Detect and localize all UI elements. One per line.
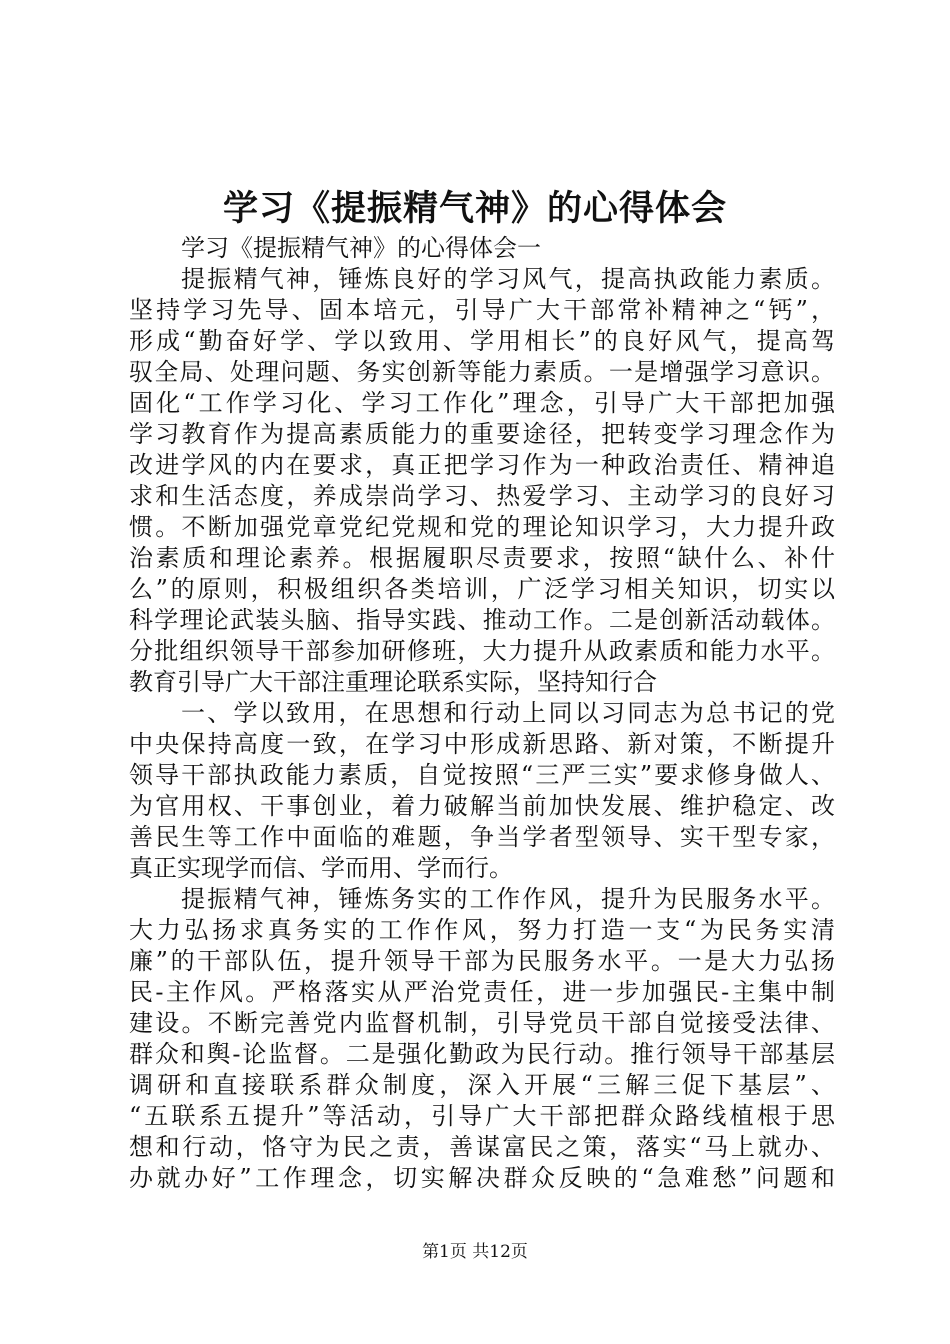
text-line: 想和行动，恪守为民之责，善谋富民之策，落实“马上就办、 <box>129 1133 835 1161</box>
text-line: 学习《提振精气神》的心得体会一 <box>181 234 541 262</box>
text-line: 学习教育作为提高素质能力的重要途径，把转变学习理念作为 <box>129 420 835 448</box>
text-line: 提振精气神，锤炼良好的学习风气，提高执政能力素质。 <box>181 265 835 293</box>
text-line: 分批组织领导干部参加研修班，大力提升从政素质和能力水平。 <box>129 637 835 665</box>
text-line: 群众和舆-论监督。二是强化勤政为民行动。推行领导干部基层 <box>129 1040 835 1068</box>
text-line: 治素质和理论素养。根据履职尽责要求，按照“缺什么、补什 <box>129 544 835 572</box>
text-line: 大力弘扬求真务实的工作作风，努力打造一支“为民务实清 <box>129 916 835 944</box>
text-line: 么”的原则，积极组织各类培训，广泛学习相关知识，切实以 <box>129 575 835 603</box>
text-line: 科学理论武装头脑、指导实践、推动工作。二是创新活动载体。 <box>129 606 835 634</box>
text-line: 中央保持高度一致，在学习中形成新思路、新对策，不断提升 <box>129 730 835 758</box>
text-line: 一、学以致用，在思想和行动上同以习同志为总书记的党 <box>181 699 835 727</box>
text-line: 善民生等工作中面临的难题，争当学者型领导、实干型专家， <box>129 823 835 851</box>
text-line: 提振精气神，锤炼务实的工作作风，提升为民服务水平。 <box>181 885 835 913</box>
text-line: 领导干部执政能力素质，自觉按照“三严三实”要求修身做人、 <box>129 761 835 789</box>
text-line: 为官用权、干事创业，着力破解当前加快发展、维护稳定、改 <box>129 792 835 820</box>
text-line: 廉”的干部队伍，提升领导干部为民服务水平。一是大力弘扬 <box>129 947 835 975</box>
text-line: 改进学风的内在要求，真正把学习作为一种政治责任、精神追 <box>129 451 835 479</box>
text-line: 真正实现学而信、学而用、学而行。 <box>129 854 513 882</box>
text-line: 调研和直接联系群众制度，深入开展“三解三促下基层”、 <box>129 1071 835 1099</box>
page-footer: 第1页 共12页 <box>422 1242 528 1262</box>
text-line: 坚持学习先导、固本培元，引导广大干部常补精神之“钙”， <box>129 296 835 324</box>
text-line: 民-主作风。严格落实从严治党责任，进一步加强民-主集中制 <box>129 978 835 1006</box>
text-line: “五联系五提升”等活动，引导广大干部把群众路线植根于思 <box>129 1102 835 1130</box>
text-line: 驭全局、处理问题、务实创新等能力素质。一是增强学习意识。 <box>129 358 835 386</box>
text-line: 惯。不断加强党章党纪党规和党的理论知识学习，大力提升政 <box>129 513 835 541</box>
text-line: 求和生活态度，养成崇尚学习、热爱学习、主动学习的良好习 <box>129 482 835 510</box>
text-line: 教育引导广大干部注重理论联系实际，坚持知行合 <box>129 668 657 696</box>
text-line: 办就办好”工作理念，切实解决群众反映的“急难愁”问题和 <box>129 1164 835 1192</box>
text-line: 建设。不断完善党内监督机制，引导党员干部自觉接受法律、 <box>129 1009 835 1037</box>
document-body <box>129 233 835 1194</box>
document-title: 学习《提振精气神》的心得体会 <box>222 188 727 229</box>
text-line: 固化“工作学习化、学习工作化”理念，引导广大干部把加强 <box>129 389 835 417</box>
text-line: 形成“勤奋好学、学以致用、学用相长”的良好风气，提高驾 <box>129 327 835 355</box>
